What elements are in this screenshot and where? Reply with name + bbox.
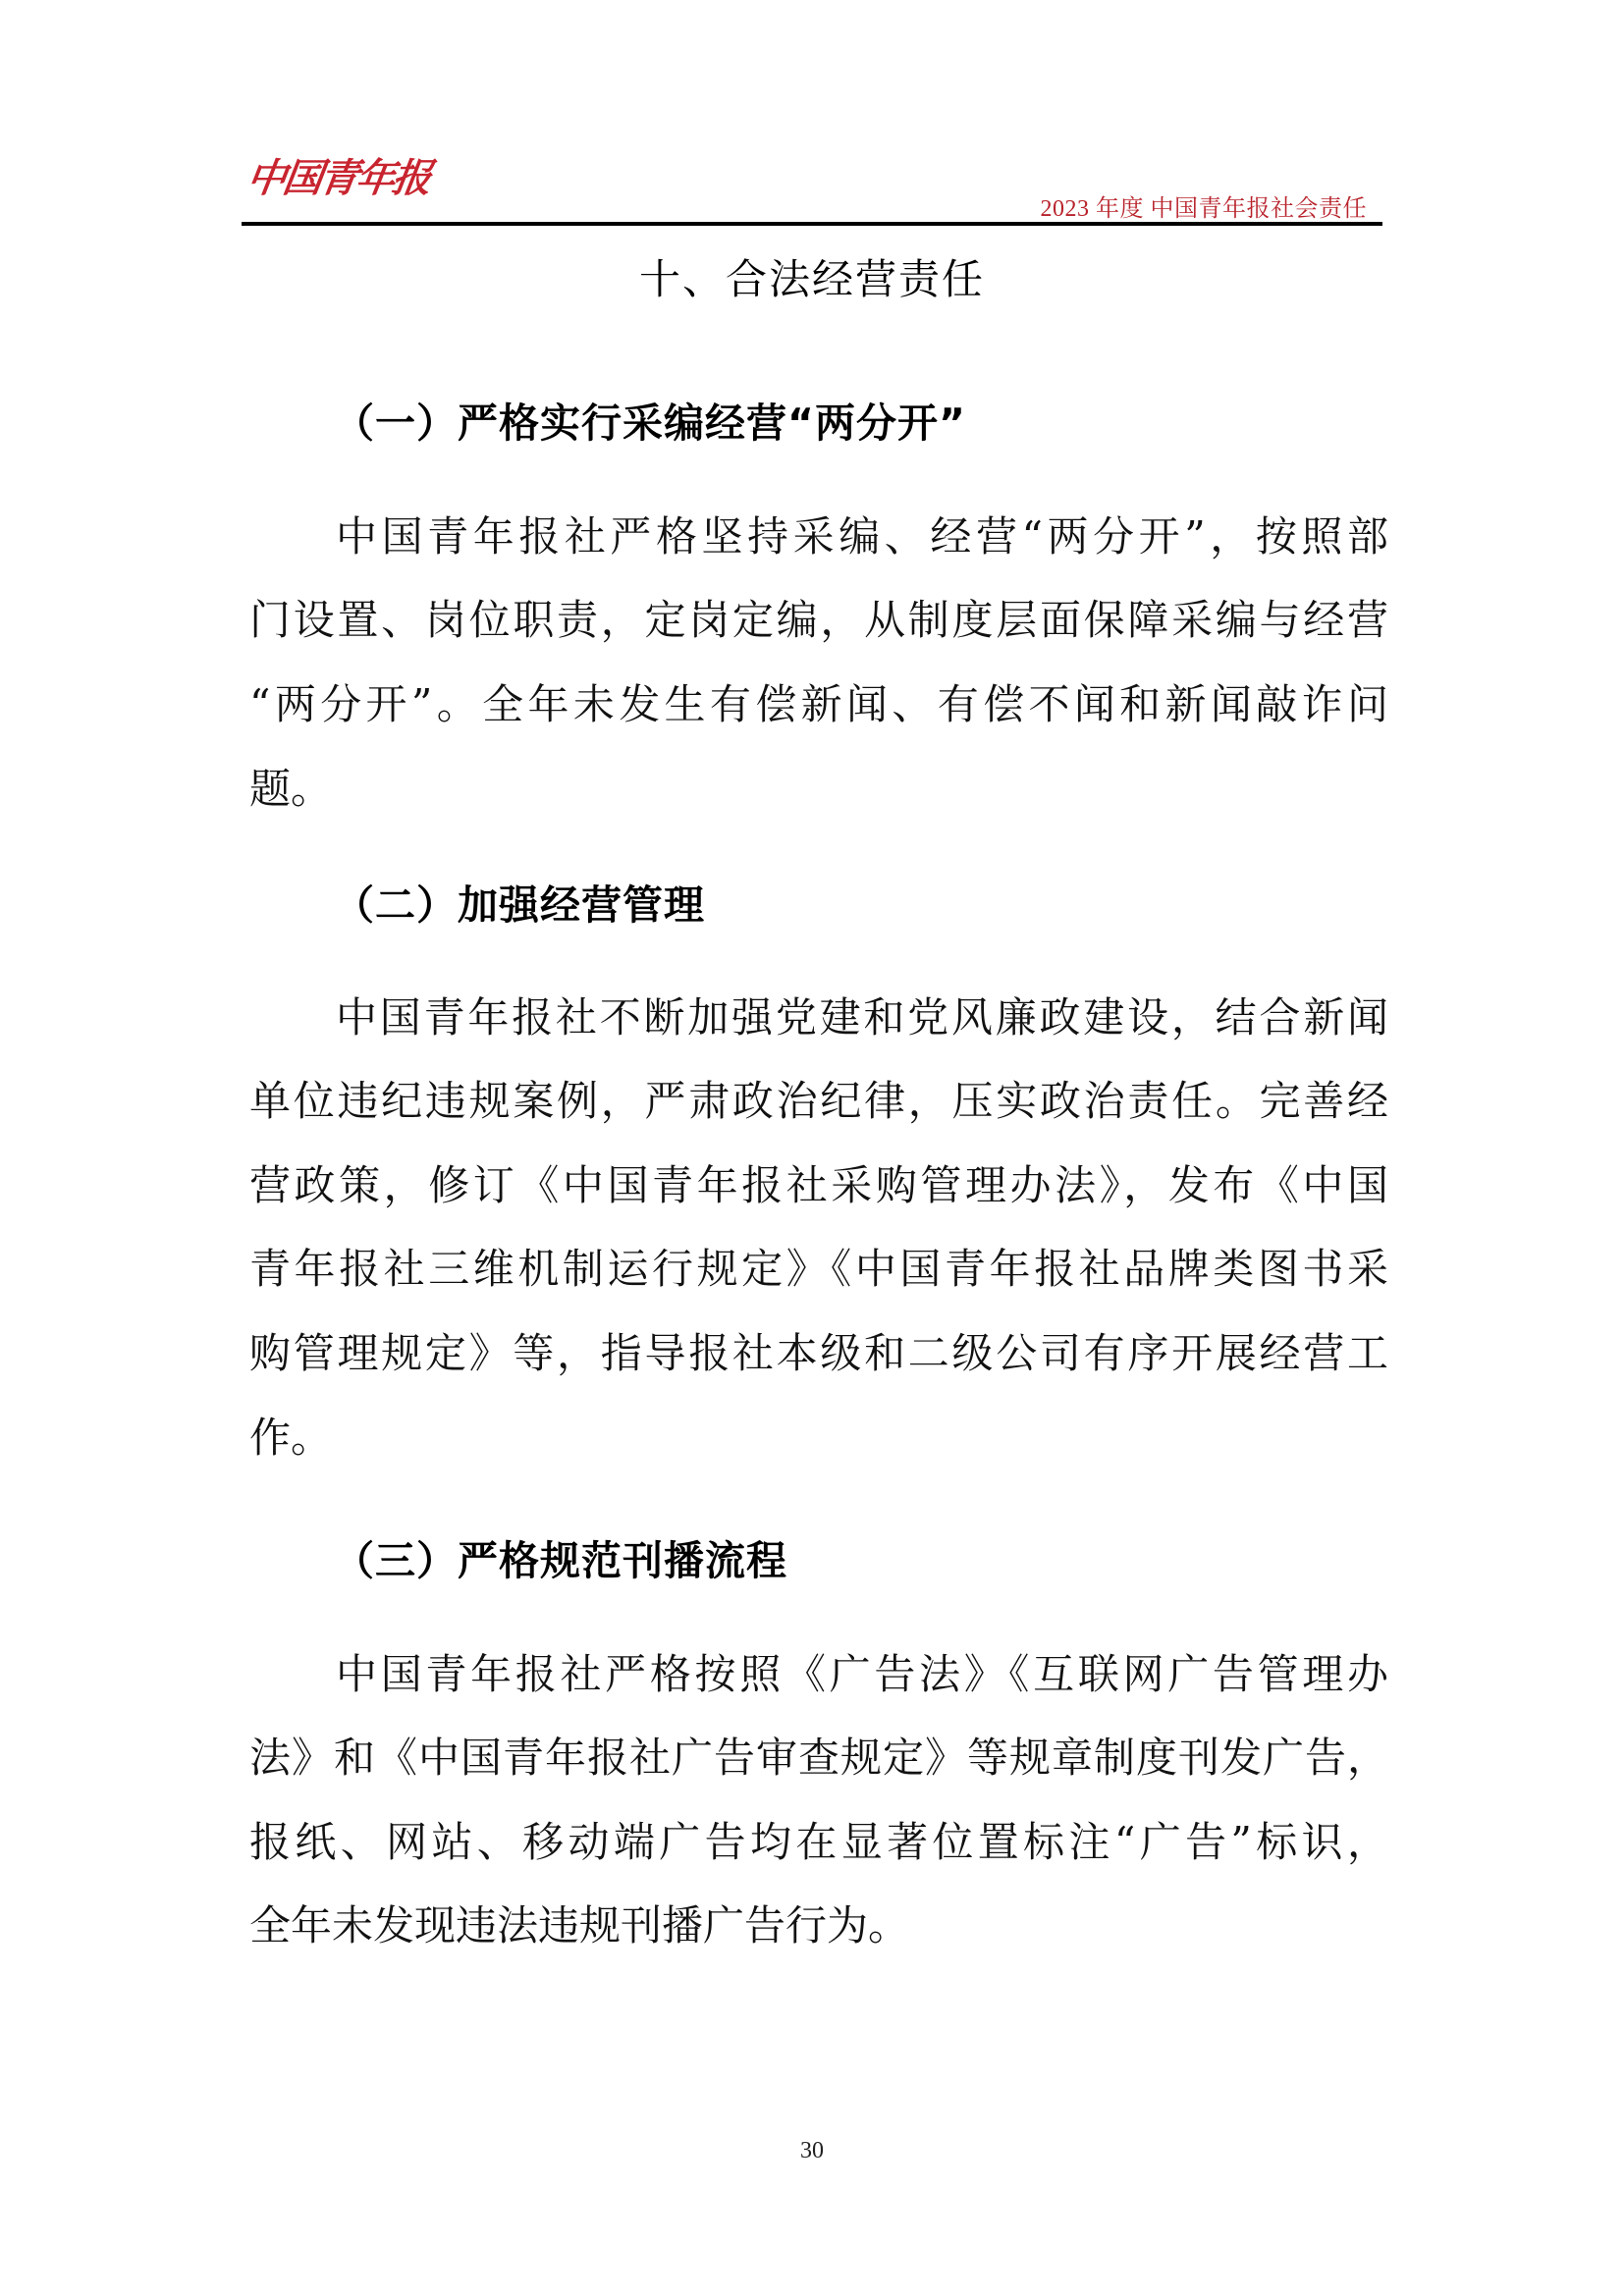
header-divider [242,222,1382,226]
newspaper-logo: 中国青年报 [244,155,432,201]
subsection-heading-3: （三）严格规范刊播流程 [334,1537,787,1584]
paragraph-line: 法》和《中国青年报社广告审查规定》等规章制度刊发广告， [249,1734,1388,1782]
paragraph-line: 报纸、网站、移动端广告均在显著位置标注“广告”标识， [249,1818,1388,1866]
paragraph-line: 门设置、岗位职责，定岗定编，从制度层面保障采编与经营 [249,596,1388,644]
paragraph-line: 中国青年报社不断加强党建和党风廉政建设，结合新闻 [336,993,1388,1041]
paragraph-line: 作。 [249,1414,333,1462]
paragraph-line: 全年未发现违法违规刊播广告行为。 [249,1901,910,1949]
subsection-heading-2: （二）加强经营管理 [334,881,705,929]
subsection-heading-1: （一）严格实行采编经营“两分开” [334,400,966,447]
paragraph-line: “两分开”。全年未发生有偿新闻、有偿不闻和新闻敲诈问 [249,680,1388,728]
paragraph-line: 单位违纪违规案例，严肃政治纪律，压实政治责任。完善经 [249,1077,1388,1125]
header-title: 2023 年度 中国青年报社会责任 [1040,196,1367,222]
paragraph-line: 营政策，修订《中国青年报社采购管理办法》，发布《中国 [249,1161,1388,1209]
section-title: 十、合法经营责任 [638,255,985,303]
paragraph-line: 题。 [249,765,333,813]
page-number: 30 [800,2138,824,2163]
paragraph-line: 中国青年报社严格按照《广告法》《互联网广告管理办 [336,1650,1388,1698]
paragraph-line: 青年报社三维机制运行规定》《中国青年报社品牌类图书采 [249,1245,1388,1293]
paragraph-line: 购管理规定》等，指导报社本级和二级公司有序开展经营工 [249,1329,1388,1377]
paragraph-line: 中国青年报社严格坚持采编、经营“两分开”，按照部 [336,512,1388,561]
